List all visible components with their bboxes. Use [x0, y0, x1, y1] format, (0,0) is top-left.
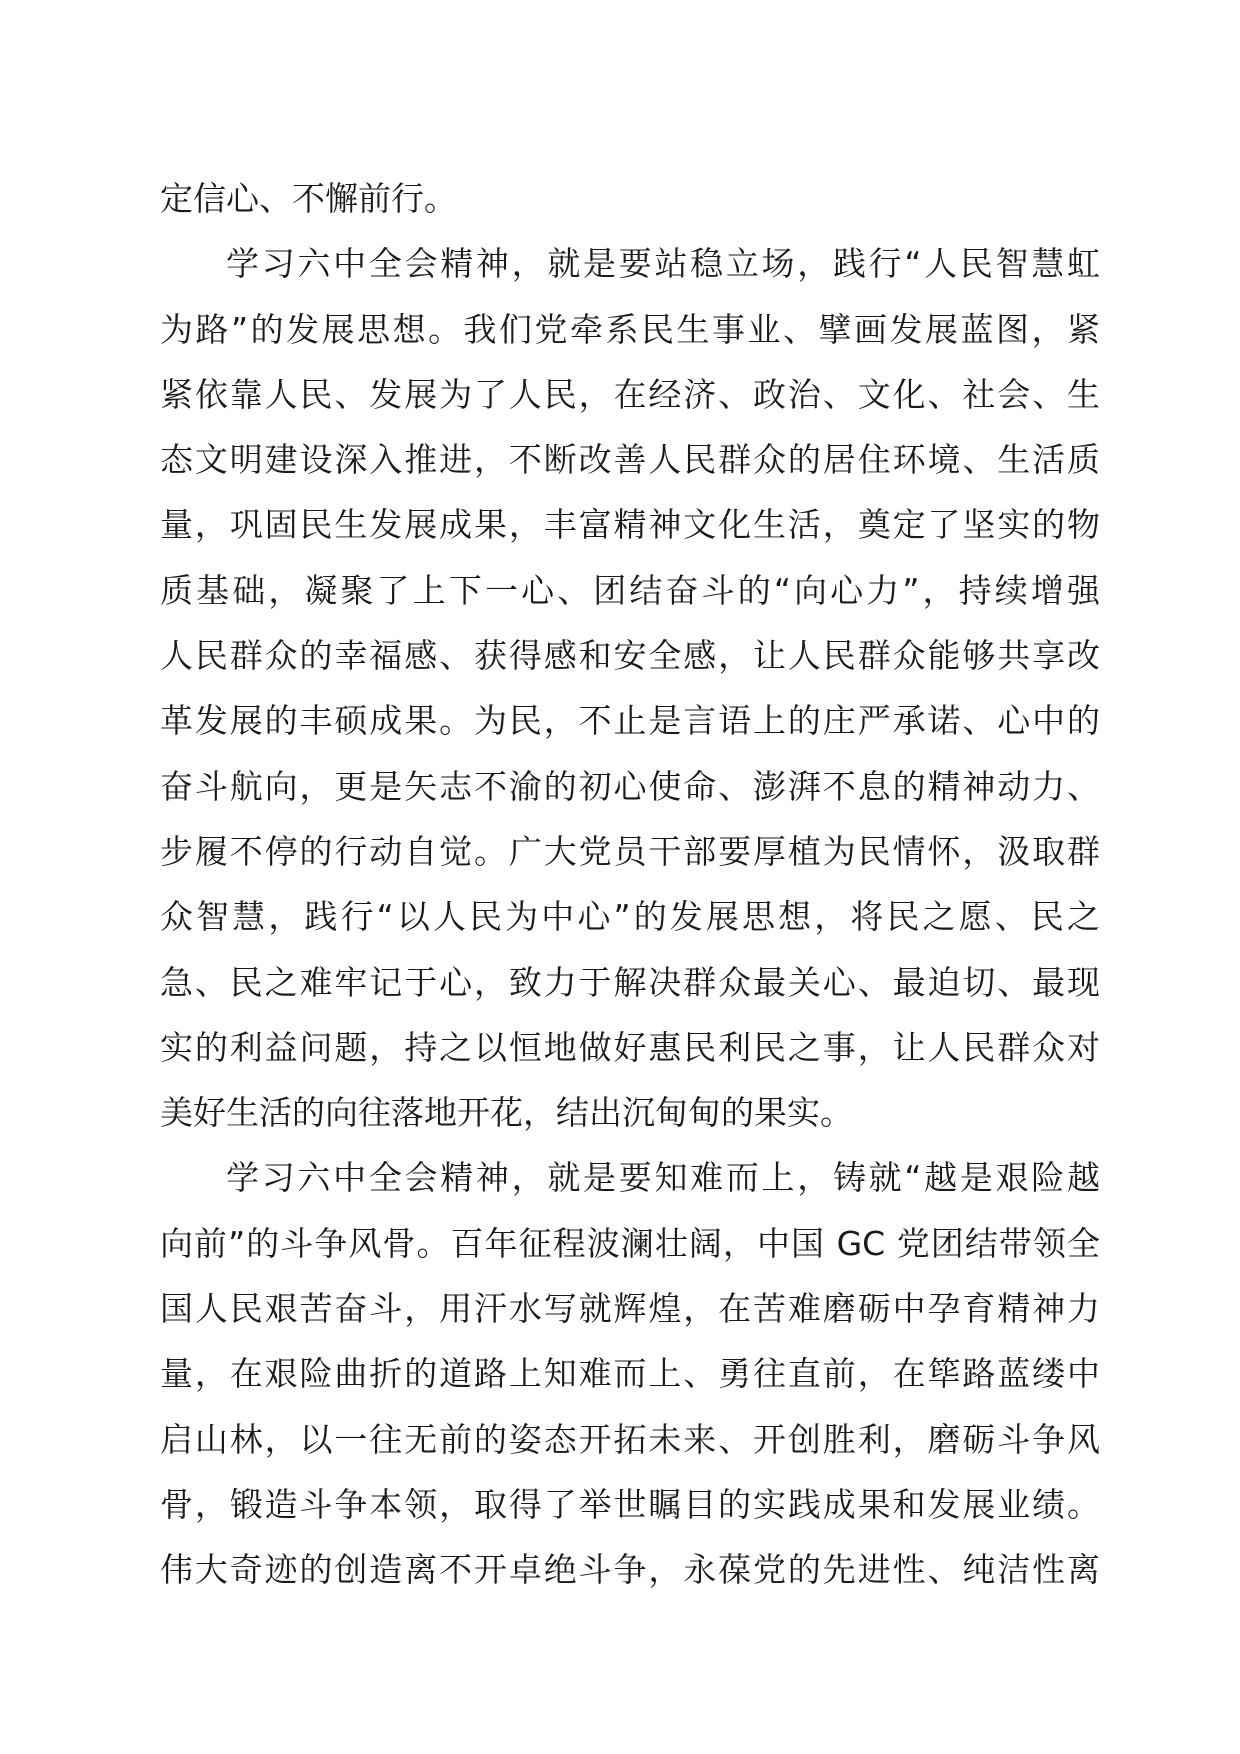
- paragraph-first-line: 学习六中全会精神，就是要站稳立场，践行“人民智慧虹: [226, 244, 1100, 284]
- text-line: 众智慧，践行“以人民为中心”的发展思想，将民之愿、民之: [160, 897, 1100, 937]
- paragraph-first-line: 学习六中全会精神，就是要知难而上，铸就“越是艰险越: [226, 1158, 1100, 1198]
- text-line: 向前”的斗争风骨。百年征程波澜壮阔，中国 GC 党团结带领全: [160, 1223, 1100, 1263]
- text-line: 定信心、不懈前行。: [160, 179, 457, 218]
- text-line: 国人民艰苦奋斗，用汗水写就辉煌，在苦难磨砺中孕育精神力: [160, 1289, 1100, 1329]
- text-line: 紧依靠人民、发展为了人民，在经济、政治、文化、社会、生: [160, 374, 1100, 414]
- text-line: 奋斗航向，更是矢志不渝的初心使命、澎湃不息的精神动力、: [160, 766, 1100, 806]
- text-line: 量，在艰险曲折的道路上知难而上、勇往直前，在筚路蓝缕中: [160, 1354, 1100, 1394]
- text-line: 人民群众的幸福感、获得感和安全感，让人民群众能够共享改: [160, 636, 1100, 676]
- text-line: 启山林，以一往无前的姿态开拓未来、开创胜利，磨砺斗争风: [160, 1419, 1100, 1459]
- text-line: 美好生活的向往落地开花，结出沉甸甸的果实。: [160, 1093, 853, 1133]
- text-line: 量，巩固民生发展成果，丰富精神文化生活，奠定了坚实的物: [160, 505, 1100, 545]
- text-line: 态文明建设深入推进，不断改善人民群众的居住环境、生活质: [160, 440, 1100, 480]
- text-line: 质基础，凝聚了上下一心、团结奋斗的“向心力”，持续增强: [160, 570, 1100, 610]
- text-line: 急、民之难牢记于心，致力于解决群众最关心、最迫切、最现: [160, 962, 1100, 1002]
- document-body: [160, 166, 1100, 1603]
- text-line: 为路”的发展思想。我们党牵系民生事业、擘画发展蓝图，紧: [160, 309, 1100, 349]
- text-line: 步履不停的行动自觉。广大党员干部要厚植为民情怀，汲取群: [160, 831, 1100, 871]
- text-line: 实的利益问题，持之以恒地做好惠民利民之事，让人民群众对: [160, 1027, 1100, 1067]
- text-line: 骨，锻造斗争本领，取得了举世瞩目的实践成果和发展业绩。: [160, 1484, 1100, 1524]
- text-line: 伟大奇迹的创造离不开卓绝斗争，永葆党的先进性、纯洁性离: [160, 1550, 1100, 1590]
- text-line: 革发展的丰硕成果。为民，不止是言语上的庄严承诺、心中的: [160, 701, 1100, 741]
